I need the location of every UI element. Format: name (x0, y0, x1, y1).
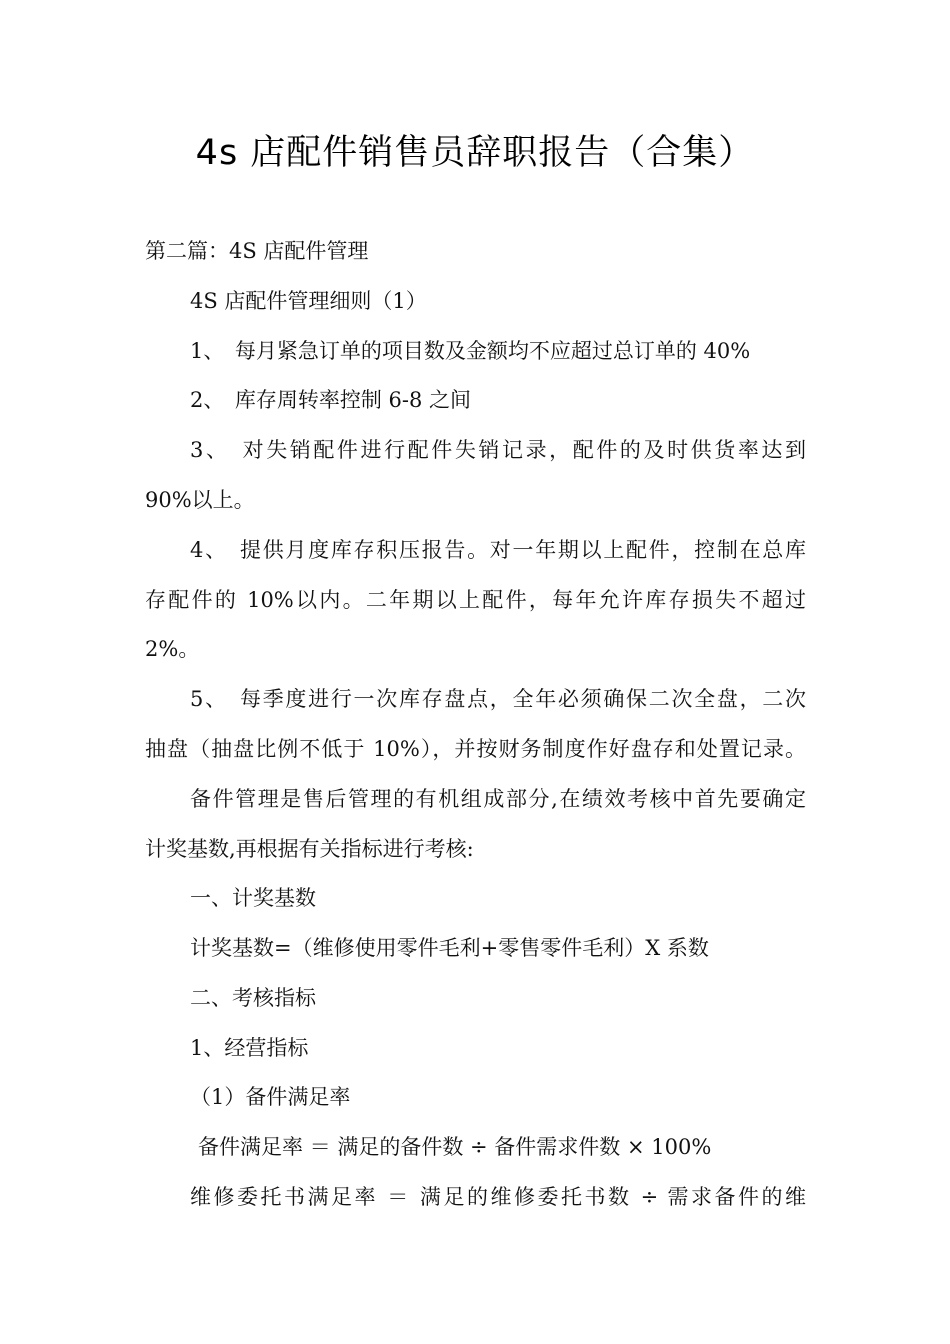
rule-item-2: 2、 库存周转率控制 6-8 之间 (190, 388, 472, 412)
rule-item-3-line-2: 90%以上。 (145, 488, 255, 512)
section-heading: 第二篇：4S 店配件管理 (145, 239, 369, 263)
paragraph-line-2: 计奖基数,再根据有关指标进行考核: (145, 837, 474, 861)
work-order-fill-rate-formula: 维修委托书满足率 ＝ 满足的维修委托书数 ÷ 需求备件的维 (190, 1185, 806, 1209)
heading-indicators: 二、考核指标 (190, 986, 316, 1010)
rule-item-1: 1、 每月紧急订单的项目数及金额均不应超过总订单的 40% (190, 339, 751, 363)
rule-item-5-line-1: 5、 每季度进行一次库存盘点，全年必须确保二次全盘，二次 (190, 687, 806, 711)
rule-item-3-line-1: 3、 对失销配件进行配件失销记录，配件的及时供货率达到 (190, 438, 806, 462)
heading-parts-fill-rate: （1）备件满足率 (190, 1085, 351, 1109)
rule-item-4-line-3: 2%。 (145, 637, 200, 661)
subsection-heading: 4S 店配件管理细则（1） (190, 289, 427, 313)
heading-business-indicators: 1、经营指标 (190, 1036, 309, 1060)
paragraph-line-1: 备件管理是售后管理的有机组成部分,在绩效考核中首先要确定 (190, 787, 806, 811)
rule-item-5-line-2: 抽盘（抽盘比例不低于 10%），并按财务制度作好盘存和处置记录。 (145, 737, 806, 761)
document-title: 4s 店配件销售员辞职报告（合集） (195, 133, 755, 173)
rule-item-4-line-2: 存配件的 10%以内。二年期以上配件，每年允许库存损失不超过 (145, 588, 806, 612)
parts-fill-rate-formula: 备件满足率 ＝ 满足的备件数 ÷ 备件需求件数 × 100% (198, 1135, 712, 1159)
heading-bonus-base: 一、计奖基数 (190, 886, 316, 910)
bonus-formula: 计奖基数=（维修使用零件毛利+零售零件毛利）X 系数 (190, 936, 709, 960)
rule-item-4-line-1: 4、 提供月度库存积压报告。对一年期以上配件，控制在总库 (190, 538, 806, 562)
